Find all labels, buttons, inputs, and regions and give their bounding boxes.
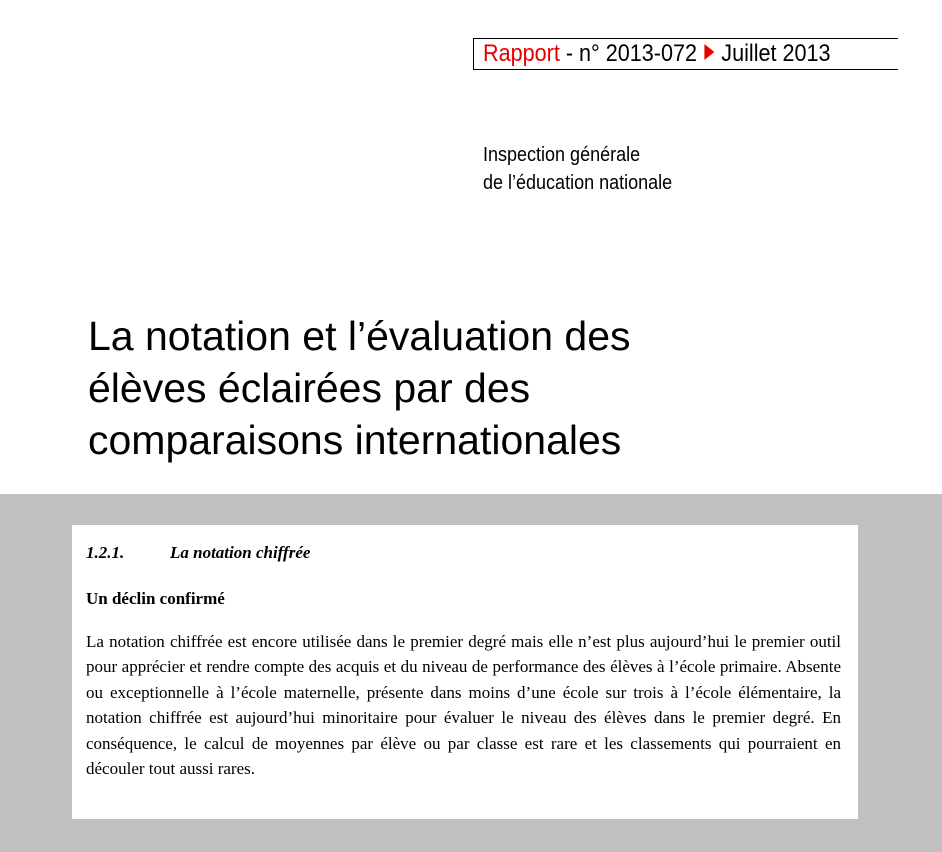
report-header-box: [473, 38, 898, 70]
section-heading: [86, 541, 841, 565]
title-line-3: comparaisons internationales: [88, 417, 622, 463]
excerpt-box: [72, 525, 858, 819]
organization-line-1: Inspection générale: [483, 144, 641, 166]
subheading: Un déclin confirmé: [86, 589, 225, 608]
section-title: La notation chiffrée: [170, 543, 311, 562]
title-line-2: élèves éclairées par des: [88, 365, 531, 411]
organization-name: [483, 141, 672, 197]
organization-line-2: de l’éducation nationale: [483, 172, 673, 194]
report-label: Rapport: [483, 40, 560, 67]
title-line-1: La notation et l’évaluation des: [88, 313, 631, 359]
triangle-right-icon: [704, 44, 714, 60]
report-number: - n° 2013-072: [559, 40, 697, 67]
section-number: 1.2.1.: [86, 543, 125, 562]
report-reference: [483, 40, 831, 68]
report-date: Juillet 2013: [721, 40, 831, 67]
document-title: [88, 310, 631, 466]
body-paragraph: La notation chiffrée est encore utilisée dans le premier degré mais elle n’est plus aujourd’hui le premier outil pour apprécier et rendre compte des acquis et du niveau de performance des élèves à l’école primaire. Absente ou exceptionnelle à l’école maternelle, présente dans moins d’une école sur trois à l’école élémentaire, la notation chiffrée est aujourd’hui minoritaire pour évaluer le niveau des élèves dans le premier degré. En conséquence, le calcul de moyennes par élève ou par classe est rare et les classements qui pourraient en découler tout aussi rares.: [86, 632, 841, 779]
